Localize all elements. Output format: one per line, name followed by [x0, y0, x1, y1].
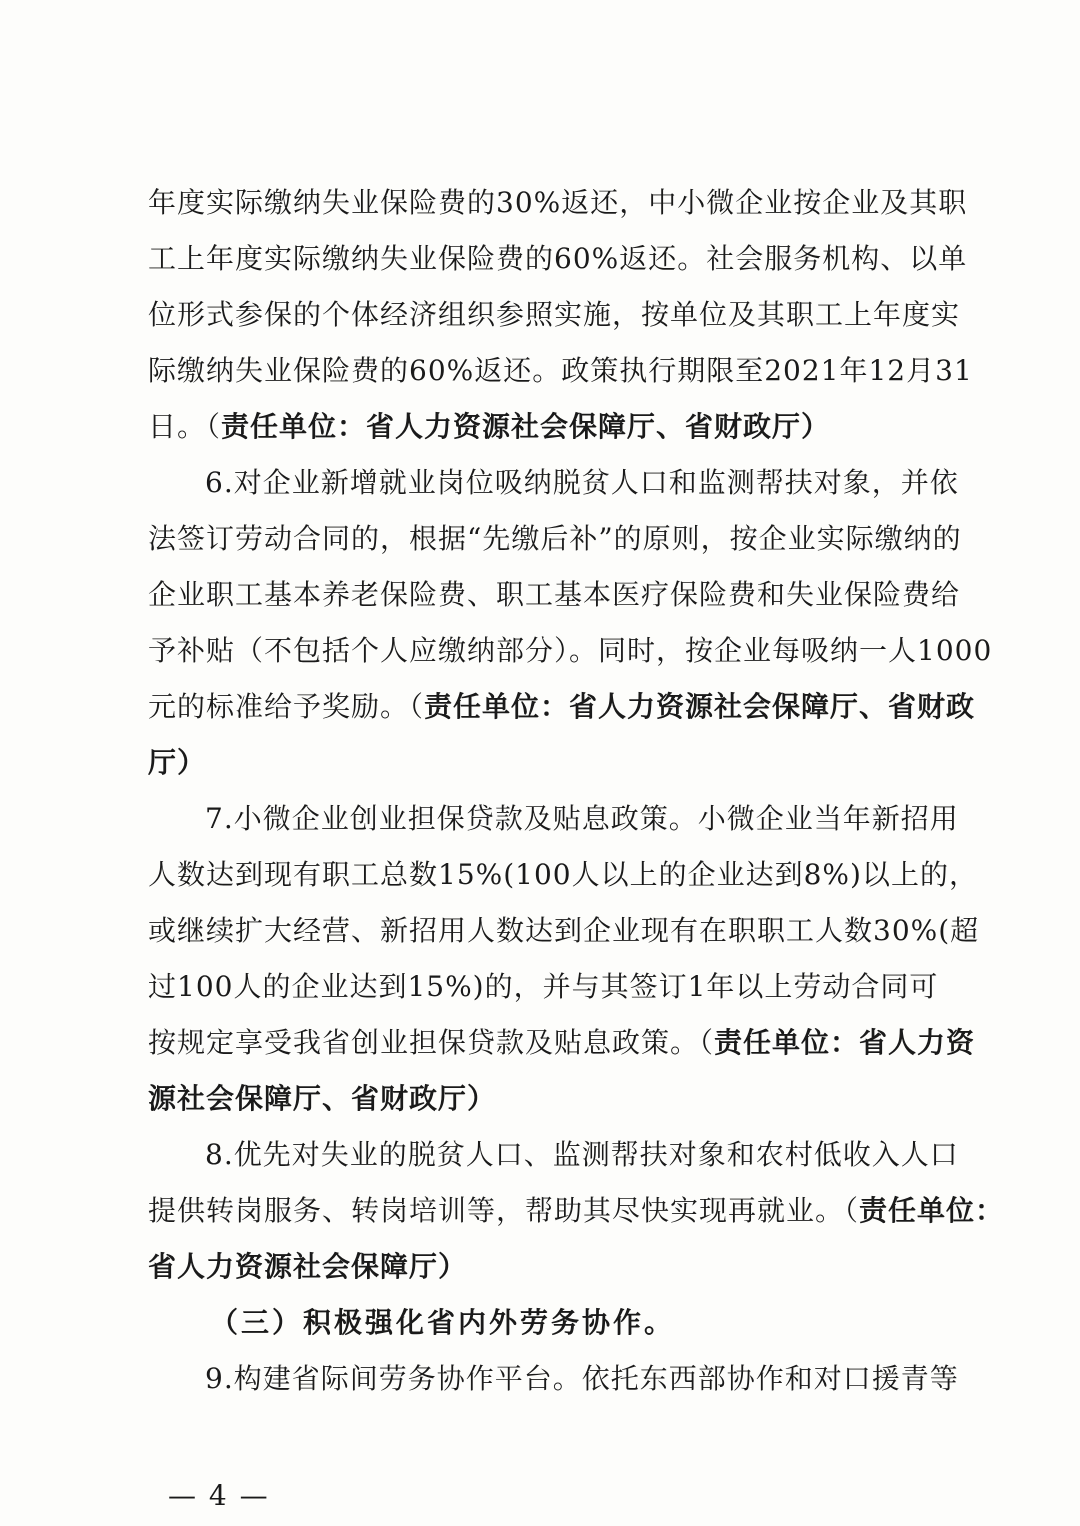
- text-line-9: 予补贴（不包括个人应缴纳部分）。同时，按企业每吸纳一人1000: [148, 634, 993, 667]
- text-line-5: [148, 407, 930, 447]
- section-heading: （三）积极强化省内外劳务协作。: [210, 1306, 676, 1339]
- text-line-17: 源社会保障厅、省财政厅）: [148, 1082, 497, 1115]
- responsibility-unit-4: 责任单位：: [859, 1194, 1005, 1227]
- text-line-22: 9.构建省际间劳务协作平台。依托东西部协作和对口援青等: [205, 1362, 959, 1395]
- text-line-5-lead: 日。（: [148, 410, 222, 443]
- text-line-10-lead: 元的标准给予奖励。（: [148, 690, 425, 723]
- text-line-13: 人数达到现有职工总数15%(100人以上的企业达到8%)以上的，: [148, 858, 978, 891]
- text-line-11: 厅）: [148, 746, 207, 779]
- text-line-18: 8.优先对失业的脱贫人口、监测帮扶对象和农村低收入人口: [205, 1138, 959, 1171]
- text-line-6: 6.对企业新增就业岗位吸纳脱贫人口和监测帮扶对象，并依: [205, 466, 959, 499]
- text-line-20: 省人力资源社会保障厅）: [148, 1250, 468, 1283]
- text-line-14: 或继续扩大经营、新招用人数达到企业现有在职职工人数30%(超: [148, 914, 980, 947]
- responsibility-unit-1: 责任单位：省人力资源社会保障厅、省财政厅）: [221, 410, 831, 443]
- text-line-7: 法签订劳动合同的，根据“先缴后补”的原则，按企业实际缴纳的: [148, 522, 962, 555]
- text-line-19: [148, 1191, 1005, 1231]
- text-line-2: 工上年度实际缴纳失业保险费的60%返还。社会服务机构、以单: [148, 242, 968, 275]
- responsibility-unit-2: 责任单位：省人力资源社会保障厅、省财政: [424, 690, 976, 723]
- text-line-4: 际缴纳失业保险费的60%返还。政策执行期限至2021年12月31: [148, 354, 973, 387]
- text-line-8: 企业职工基本养老保险费、职工基本医疗保险费和失业保险费给: [148, 578, 961, 611]
- page-number: — 4 —: [168, 1479, 270, 1512]
- text-line-12: 7.小微企业创业担保贷款及贴息政策。小微企业当年新招用: [205, 802, 959, 835]
- text-line-19-lead: 提供转岗服务、转岗培训等，帮助其尽快实现再就业。（: [148, 1194, 860, 1227]
- text-line-3: 位形式参保的个体经济组织参照实施，按单位及其职工上年度实: [148, 298, 961, 331]
- text-line-16-lead: 按规定享受我省创业担保贷款及贴息政策。（: [148, 1026, 715, 1059]
- text-line-15: 过100人的企业达到15%)的，并与其签订1年以上劳动合同可: [148, 970, 939, 1003]
- text-line-10: [148, 687, 976, 727]
- text-line-16: [148, 1023, 976, 1063]
- responsibility-unit-3: 责任单位：省人力资: [714, 1026, 976, 1059]
- text-line-1: 年度实际缴纳失业保险费的30%返还，中小微企业按企业及其职: [148, 186, 968, 219]
